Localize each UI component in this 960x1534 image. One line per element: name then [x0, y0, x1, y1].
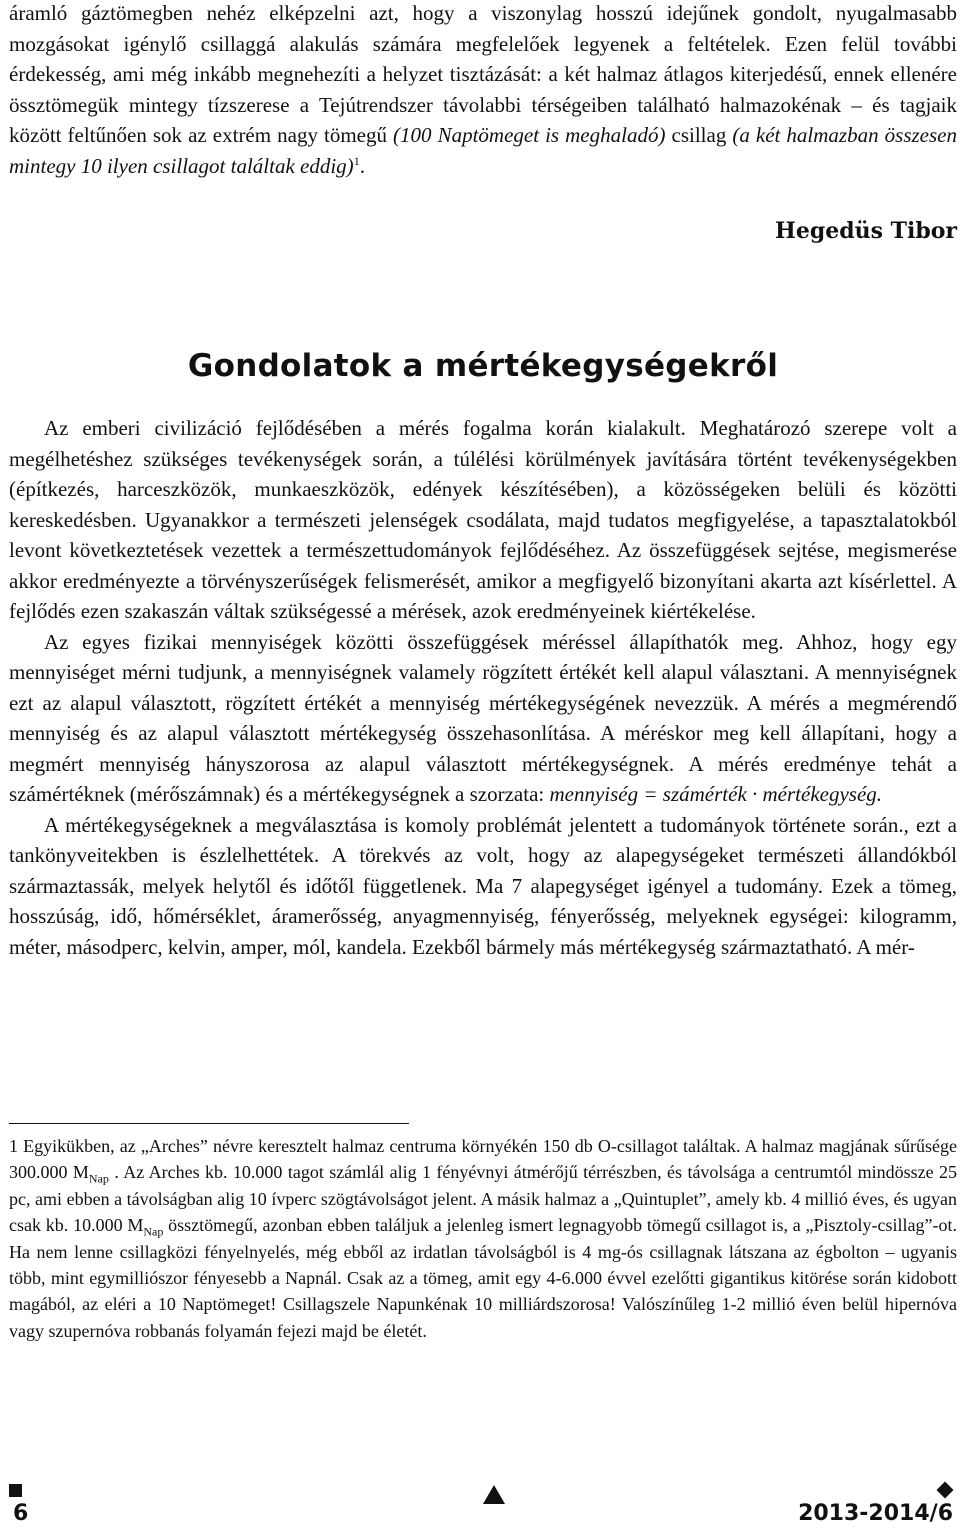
article-paragraph-2: [9, 627, 957, 810]
intro-mid: csillag: [665, 123, 733, 147]
author-signature: Hegedüs Tibor: [775, 218, 957, 244]
intro-end: .: [359, 153, 365, 178]
intro-paragraph: [9, 0, 957, 181]
diamond-marker-icon: [937, 1482, 954, 1499]
intro-italic-2: (a két halmazban összesen mintegy 10 ilyen csillagot találtak eddig): [9, 123, 957, 178]
footnote-sub-2: Nap: [143, 1224, 164, 1239]
footnote-text-c: össztömegű, azonban ebben találjuk a jelenleg ismert legnagyobb tömegű csillagot is, a „Pisztoly-csillag”-ot. Ha nem lenne csillagközi fényelnyelés, még ebből az irdatlan távolságból is 4 mg-ós csillagnak látszana az égbolton – ugyanis több, mint egymilliószor fényesebb a Napnál. Csak az a tömeg, amit egy 4-6.000 évvel ezelőtti gigantikus kitörése során kidobott magából, az eléri a 10 Naptömeget! Csillagszele Napunkénak 10 milliárdszorosa! Valószínűleg 1-2 millió éven belül hipernóva vagy szupernóva robbanás folyamán fejezi majd be életét.: [9, 1215, 957, 1341]
article-title: Gondolatok a mértékegységekről: [187, 348, 779, 384]
footnote-mark: 1: [9, 1136, 18, 1156]
intro-text: áramló gáztömegben nehéz elképzelni azt, hogy a viszonylag hosszú idejűnek gondolt, nyugalmasabb mozgásokat igénylő csillaggá alakulás számára megfelelőek legyenek a feltételek. Ezen felül további érdekesség, ami még inkább megnehezíti a helyzet tisztázását: a két halmaz átlagos kiterjedésű, ennek ellenére össztömegük mintegy tízszerese a Tejútrendszer távolabbi térségeiben található halmazokénak – és tagjaik között feltűnően sok az extrém nagy tömegű: [9, 1, 957, 147]
article-paragraph-2-text: Az egyes fizikai mennyiségek közötti összefüggések méréssel állapíthatók meg. Ahhoz, hogy egy mennyiséget mérni tudjunk, a mennyiségnek valamely rögzített értékét kell alapul választani. A mennyiségnek ezt az alapul választott, rögzített értékét a mennyiség mértékegységének nevezzük. A mérés a megmérendő mennyiség és az alapul választott mértékegység összehasonlítása. A méréskor meg kell állapítani, hogy a megmért mennyiség hányszorosa az alapul választott mértékegységnek. A mérés eredménye tehát a számértéknek (mérőszámnak) és a mértékegységnek a szorzata:: [9, 629, 957, 806]
article-body: [9, 413, 957, 962]
article-paragraph-3: A mértékegységeknek a megválasztása is komoly problémát jelentett a tudományok története során., ezt a tankönyveitekben is észlelhettétek. A törekvés az volt, hogy az alapegységeket természeti állandókból származtassák, melyek helytől és időtől függetlenek. Ma 7 alapegységet igényel a tudomány. Ezek a tömeg, hosszúság, idő, hőmérséklet, áramerősség, anyagmennyiség, fényerősség, melyeknek egységei: kilogramm, méter, másodperc, kelvin, amper, mól, kandela. Ezekből bármely más mértékegység származtatható. A mér-: [9, 812, 957, 959]
triangle-marker-icon: [483, 1485, 505, 1504]
page-footer: [9, 1484, 957, 1532]
footnote-reference[interactable]: 1: [353, 153, 360, 168]
intro-italic-1: (100 Naptömeget is meghaladó): [393, 123, 666, 147]
article-paragraph-1: Az emberi civilizáció fejlődésében a mérés fogalma korán kialakult. Meghatározó szerepe volt a megélhetéshez szükséges tevékenységek során, a túlélési körülmények javítására történt tevékenységekben (építkezés, harceszközök, munkaeszközök, edények készítésében), a közösségeken belüli és közötti kereskedésben. Ugyanakkor a természeti jelenségek csodálata, majd tudatos megfigyelése, a tapasztalatokból levont következtetések vezettek a természettudományok fejlődéséhez. Az összefüggések sejtése, megismerése akkor eredményezte a törvényszerűségek felismerését, amikor a megfigyelő bizonyítani akarta azt kísérlettel. A fejlődés ezen szakaszán váltak szükségessé a mérések, azok eredményeinek kiértékelése.: [9, 416, 957, 623]
formula: mennyiség = számérték · mértékegység.: [549, 782, 883, 806]
page-number: 6: [13, 1501, 29, 1526]
footnote-divider: [9, 1123, 409, 1124]
footnote-text-b: . Az Arches kb. 10.000 tagot számlál alig 1 fényévnyi átmérőjű térrészben, és távolsága a centrumtól mindössze 25 pc, ami ebben a távolságban alig 10 ívperc szögtávolságot jelent. A másik halmaz a „Quintuplet”, amely kb. 4 millió éves, és ugyan csak kb. 10.000 M: [9, 1162, 957, 1236]
issue-number: 2013-2014/6: [798, 1501, 953, 1526]
footnote-text-a: Egyikükben, az „Arches” névre keresztelt halmaz centruma környékén 150 db O-csillagot találtak. A halmaz magjának sűrűsége 300.000 M: [9, 1136, 957, 1183]
footnote: [9, 1133, 957, 1344]
square-marker-icon: [9, 1484, 22, 1497]
footnote-sub-1: Nap: [88, 1172, 109, 1186]
